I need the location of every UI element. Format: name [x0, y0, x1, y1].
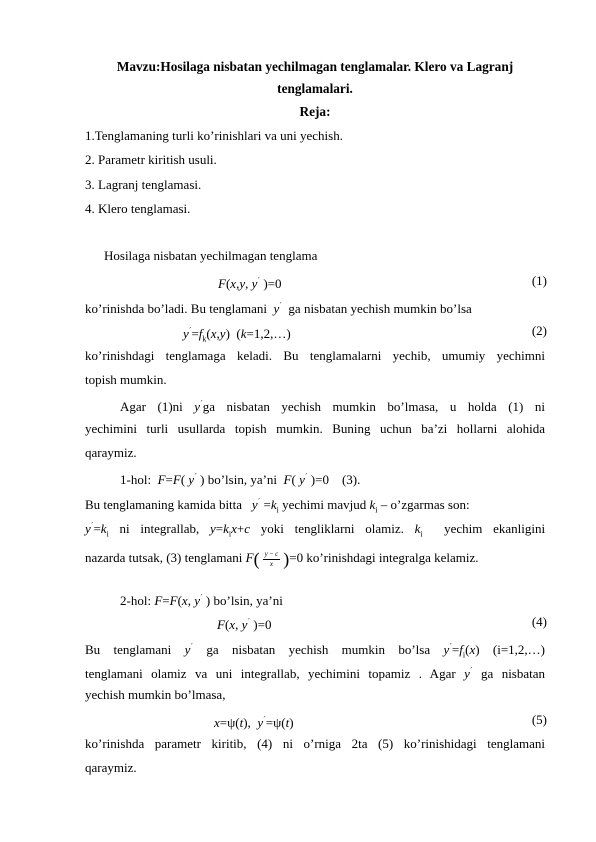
paragraph-line: ko’rinishda bo’ladi. Bu tenglamani y´ ga nisbatan yechish mumkin bo’lsa: [85, 301, 472, 316]
paragraph-line: nazarda tutsak, (3) tenglamani F( $\frac{y - c}{x}$ )=0 ko’rinishdagi integralga kelamiz.: [85, 549, 479, 570]
paragraph-line: qaraymiz.: [85, 445, 137, 460]
plan-item-1: 1.Tenglamaning turli ko’rinishlari va uni yechish.: [85, 128, 343, 143]
case-1-line: 1-hol: F=F( y´ ) bo’lsin, ya’ni F( y´ )=0 (3).: [120, 472, 361, 487]
intro-text: Hosilaga nisbatan yechilmagan tenglama: [104, 248, 318, 263]
equation-1-number: (1): [531, 273, 547, 288]
plan-item-2: 2. Parametr kiritish usuli.: [85, 152, 217, 167]
equation-2: $y^´=f_k(x,y)$ (k=1,2,…): [183, 326, 291, 344]
paragraph-line: ko’rinishda parametr kiritib, (4) ni o’rniga 2ta (5) ko’rinishidagi tenglamani: [85, 736, 545, 751]
paragraph-line: topish mumkin.: [85, 372, 167, 387]
paragraph-line: tenglamani olamiz va uni integrallab, yechimini topamiz . Agar y´ ga nisbatan: [85, 666, 546, 681]
paragraph-line: qaraymiz.: [85, 760, 137, 775]
equation-1: F(x,y, y´ )=0: [218, 276, 282, 291]
fraction-y-minus-c-over-x: $\frac{y - c}{x}$: [264, 549, 279, 568]
plan-item-4: 4. Klero tenglamasi.: [85, 201, 191, 216]
paragraph-line: $y^´=k_i$ ni integrallab, $y=k_ix+c$ yoki tengliklarni olamiz. $k_i$ yechim ekanligini: [85, 521, 546, 539]
title-line-2: tenglamalari.: [277, 81, 353, 96]
plan-item-3: 3. Lagranj tenglamasi.: [85, 177, 202, 192]
paragraph-line: Bu tenglamaning kamida bitta $y^´ =k_i$ yechimi mavjud $k_i$ – o’zgarmas son:: [85, 497, 470, 515]
paragraph-line: yechish mumkin bo’lmasa,: [85, 687, 226, 702]
equation-4-number: (4): [531, 614, 547, 629]
paragraph-line: Bu tenglamani y´ ga nisbatan yechish mumkin bo’lsa $y^´=f_i(x)$ (i=1,2,…): [85, 642, 545, 660]
case-2-line: 2-hol: F=F(x, y´ ) bo’lsin, ya’ni: [120, 593, 283, 608]
plan-heading: Reja:: [299, 104, 331, 119]
title-line-1: Mavzu:Hosilaga nisbatan yechilmagan tenglamalar. Klero va Lagranj: [116, 59, 514, 74]
equation-2-number: (2): [531, 323, 547, 338]
equation-5: x=ψ(t), y´=ψ(t): [214, 715, 294, 730]
paragraph-line: yechimini turli usullarda topish mumkin. Buning uchun ba’zi hollarni alohida: [85, 421, 545, 436]
paragraph-line: ko’rinishdagi tenglamaga keladi. Bu tenglamalarni yechib, umumiy yechimni: [85, 348, 545, 363]
equation-4: F(x, y´ )=0: [217, 617, 272, 632]
paragraph-line: Agar (1)ni y´ga nisbatan yechish mumkin bo’lmasa, u holda (1) ni: [120, 399, 545, 414]
equation-5-number: (5): [531, 712, 547, 727]
